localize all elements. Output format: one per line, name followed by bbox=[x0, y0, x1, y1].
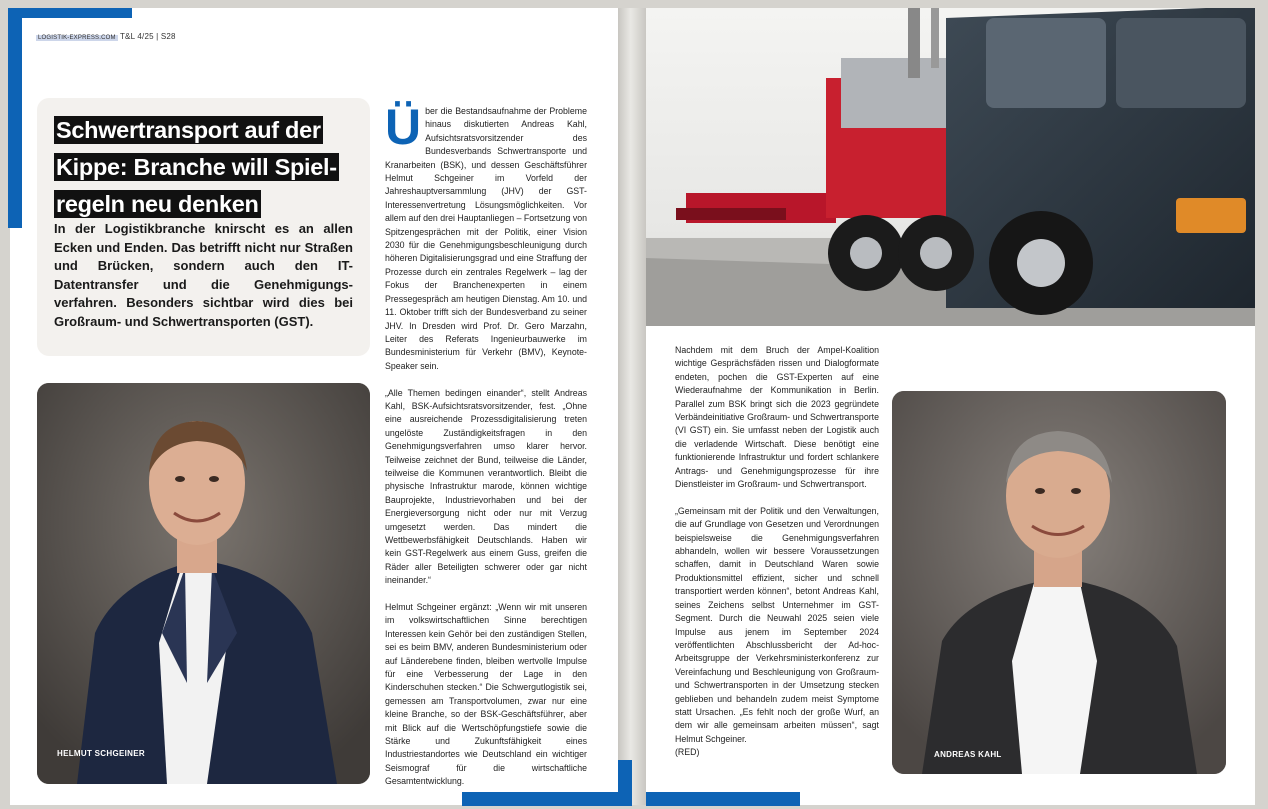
headline-line: Schwertransport auf der bbox=[56, 117, 321, 143]
truck-illustration bbox=[646, 8, 1255, 326]
portrait-illustration bbox=[892, 391, 1226, 774]
photo-caption: ANDREAS KAHL bbox=[934, 750, 1002, 759]
portrait-photo bbox=[892, 391, 1226, 774]
author-tag: (RED) bbox=[675, 747, 700, 758]
site-name: LOGISTIK-EXPRESS.COM bbox=[38, 35, 116, 41]
paragraph: Nachdem mit dem Bruch der Ampel-Koalition wichtige Gesprächsfäden rissen und Dialogformate endeten, pochen die GST-Experten auf eine Wiederaufnahme der Kommunikation in Berlin. Parallel zum BSK bringt sich die 2023 gegründete Verbändeinitiative Großraum- und Schwertransporte (VI GST) ein. Sie umfasst neben der Logistik auch die verladende Wirtschaft. Diese benötigt eine funktionierende Infrastruktur und fordert schlankere Antrags- und Genehmigungsprozesse für ihre Dienstleister im Großraum- und Schwertransport. bbox=[675, 345, 879, 490]
issue-info: T&L 4/25 | S28 bbox=[119, 32, 176, 41]
accent-bar bbox=[646, 792, 800, 806]
headline-line: regeln neu denken bbox=[56, 191, 259, 217]
accent-bar bbox=[618, 760, 632, 806]
headline-line: Kippe: Branche will Spiel- bbox=[56, 154, 337, 180]
accent-bar bbox=[8, 8, 132, 18]
portrait-illustration bbox=[37, 383, 370, 784]
paragraph: „Gemeinsam mit der Politik und den Verwaltungen, die auf Grundlage von Gesetzen und Verordnungen beispielsweise die Genehmigungsverfahren abhandeln, wollen wir bessere Voraussetzungen schaffen, damit in Deutschland Waren sowie Produktionsmittel effizient, sicher und schnell transportiert werden können“, betont Andreas Kahl, seines Zeichens selbst Unternehmer im GST-Segment. Durch die Neuwahl 2025 seien viele Impulse aus jenem im September 2024 veröffentlichten Abschlussbericht der Ad-hoc-Arbeitsgruppe der Verkehrsministerkonferenz zur Vereinfachung und Beschleunigung von Großraum- und Schwertransporten in der Umsetzung stecken geblieben und behandeln zudem meist Symptome statt Ursachen. „Es fehlt noch der große Wurf, an dem wir alle gemeinsam arbeiten müssen“, sagt Helmut Schgeiner. bbox=[675, 505, 879, 744]
page-fold bbox=[618, 8, 646, 805]
page-header bbox=[36, 32, 176, 41]
text-column bbox=[675, 344, 879, 760]
drop-cap: Ü bbox=[385, 99, 422, 155]
truck-photo bbox=[646, 8, 1255, 326]
accent-bar bbox=[8, 8, 22, 228]
photo-caption: HELMUT SCHGEINER bbox=[57, 749, 145, 758]
article-headline bbox=[54, 112, 360, 223]
article-lead: In der Logistikbranche knirscht es an allen Ecken und Enden. Das betrifft nicht nur Straßen und Brücken, sondern auch den IT-Datentransfer und die Genehmigungs- verfahren. Besonders sichtbar wird dies bei Großraum- und Schwertransporten (GST). bbox=[54, 221, 353, 329]
paragraph: „Alle Themen bedingen einander“, stellt Andreas Kahl, BSK-Aufsichtsratsvorsitzender, fest. „Ohne eine ausreichende Prozessdigitalisierung treten ungelöste Zuständigkeitsfragen in den Genehmigungsverfahren umso klarer hervor. Teilweise zeichnet der Bund, teilweise die Länder, teilweise die Kommunen verantwortlich. Bleibt die physische Infrastruktur marode, können wichtige Bauprojekte, Industrievorhaben und bei der Energieversorgung nicht oder nur mit Verzug umgesetzt werden. Das mindert die Wettbewerbsfähigkeit Deutschlands. Haben wir kein GST-Regelwerk aus einem Guss, greifen die Räder aller Beteiligten schwerer oder gar nicht ineinander.“ bbox=[385, 387, 587, 586]
paragraph: ber die Bestandsaufnahme der Probleme hinaus diskutierten Andreas Kahl, Aufsichtsratsvorsitzender des Bundesverbands Schwertransporte und Kranarbeiten (BSK), und dessen Geschäftsführer Helmut Schgeiner im Vorfeld der Jahreshauptversammlung (JHV) der GST-Interessenvertretung Lösungsmöglichkeiten. Vor allem auf den drei Hauptanliegen – Fortsetzung von Spitzengesprächen mit der Politik, einer Vision 2030 für die Genehmigungsbeschleunigung durch höheren Digitalisierungsgrad und eine Straffung der Prozesse durch ein zentrales Regelwerk – lag der Fokus der Branchenexperten in einem Pressegespräch am heutigen Dienstag. Am 10. und 11. Oktober trifft sich der Bundesverband zu seiner JHV. In Dresden wird Prof. Dr. Gero Marzahn, Leiter des Referats Ingenieurbauwerke im Bundesministerium für Verkehr (BMV), Keynote-Speaker sein. bbox=[385, 106, 587, 371]
paragraph: Helmut Schgeiner ergänzt: „Wenn wir mit unseren im volkswirtschaftlichen Sinne berechtigen Interessen kein Gehör bei den zuständigen Stellen, sei es beim BMV, anderen Bundesministerium oder auf Länderebene finden, bleiben wertvolle Impulse für eine Verbesserung der Lage in den Kinderschuhen stecken.“ Die Schwergutlogistik sei, gemessen am Transportvolumen, zwar nur eine kleine Branche, so der BSK-Geschäftsführer, aber mit Blick auf die Wertschöpfungstiefe sowie die Stärke und Zukunftsfähigkeit eines Industriestandortes wie Deutschland ein wichtiger Seismograf für die wirtschaftliche Gesamtentwicklung. bbox=[385, 602, 587, 787]
text-column bbox=[385, 99, 587, 802]
portrait-photo bbox=[37, 383, 370, 784]
